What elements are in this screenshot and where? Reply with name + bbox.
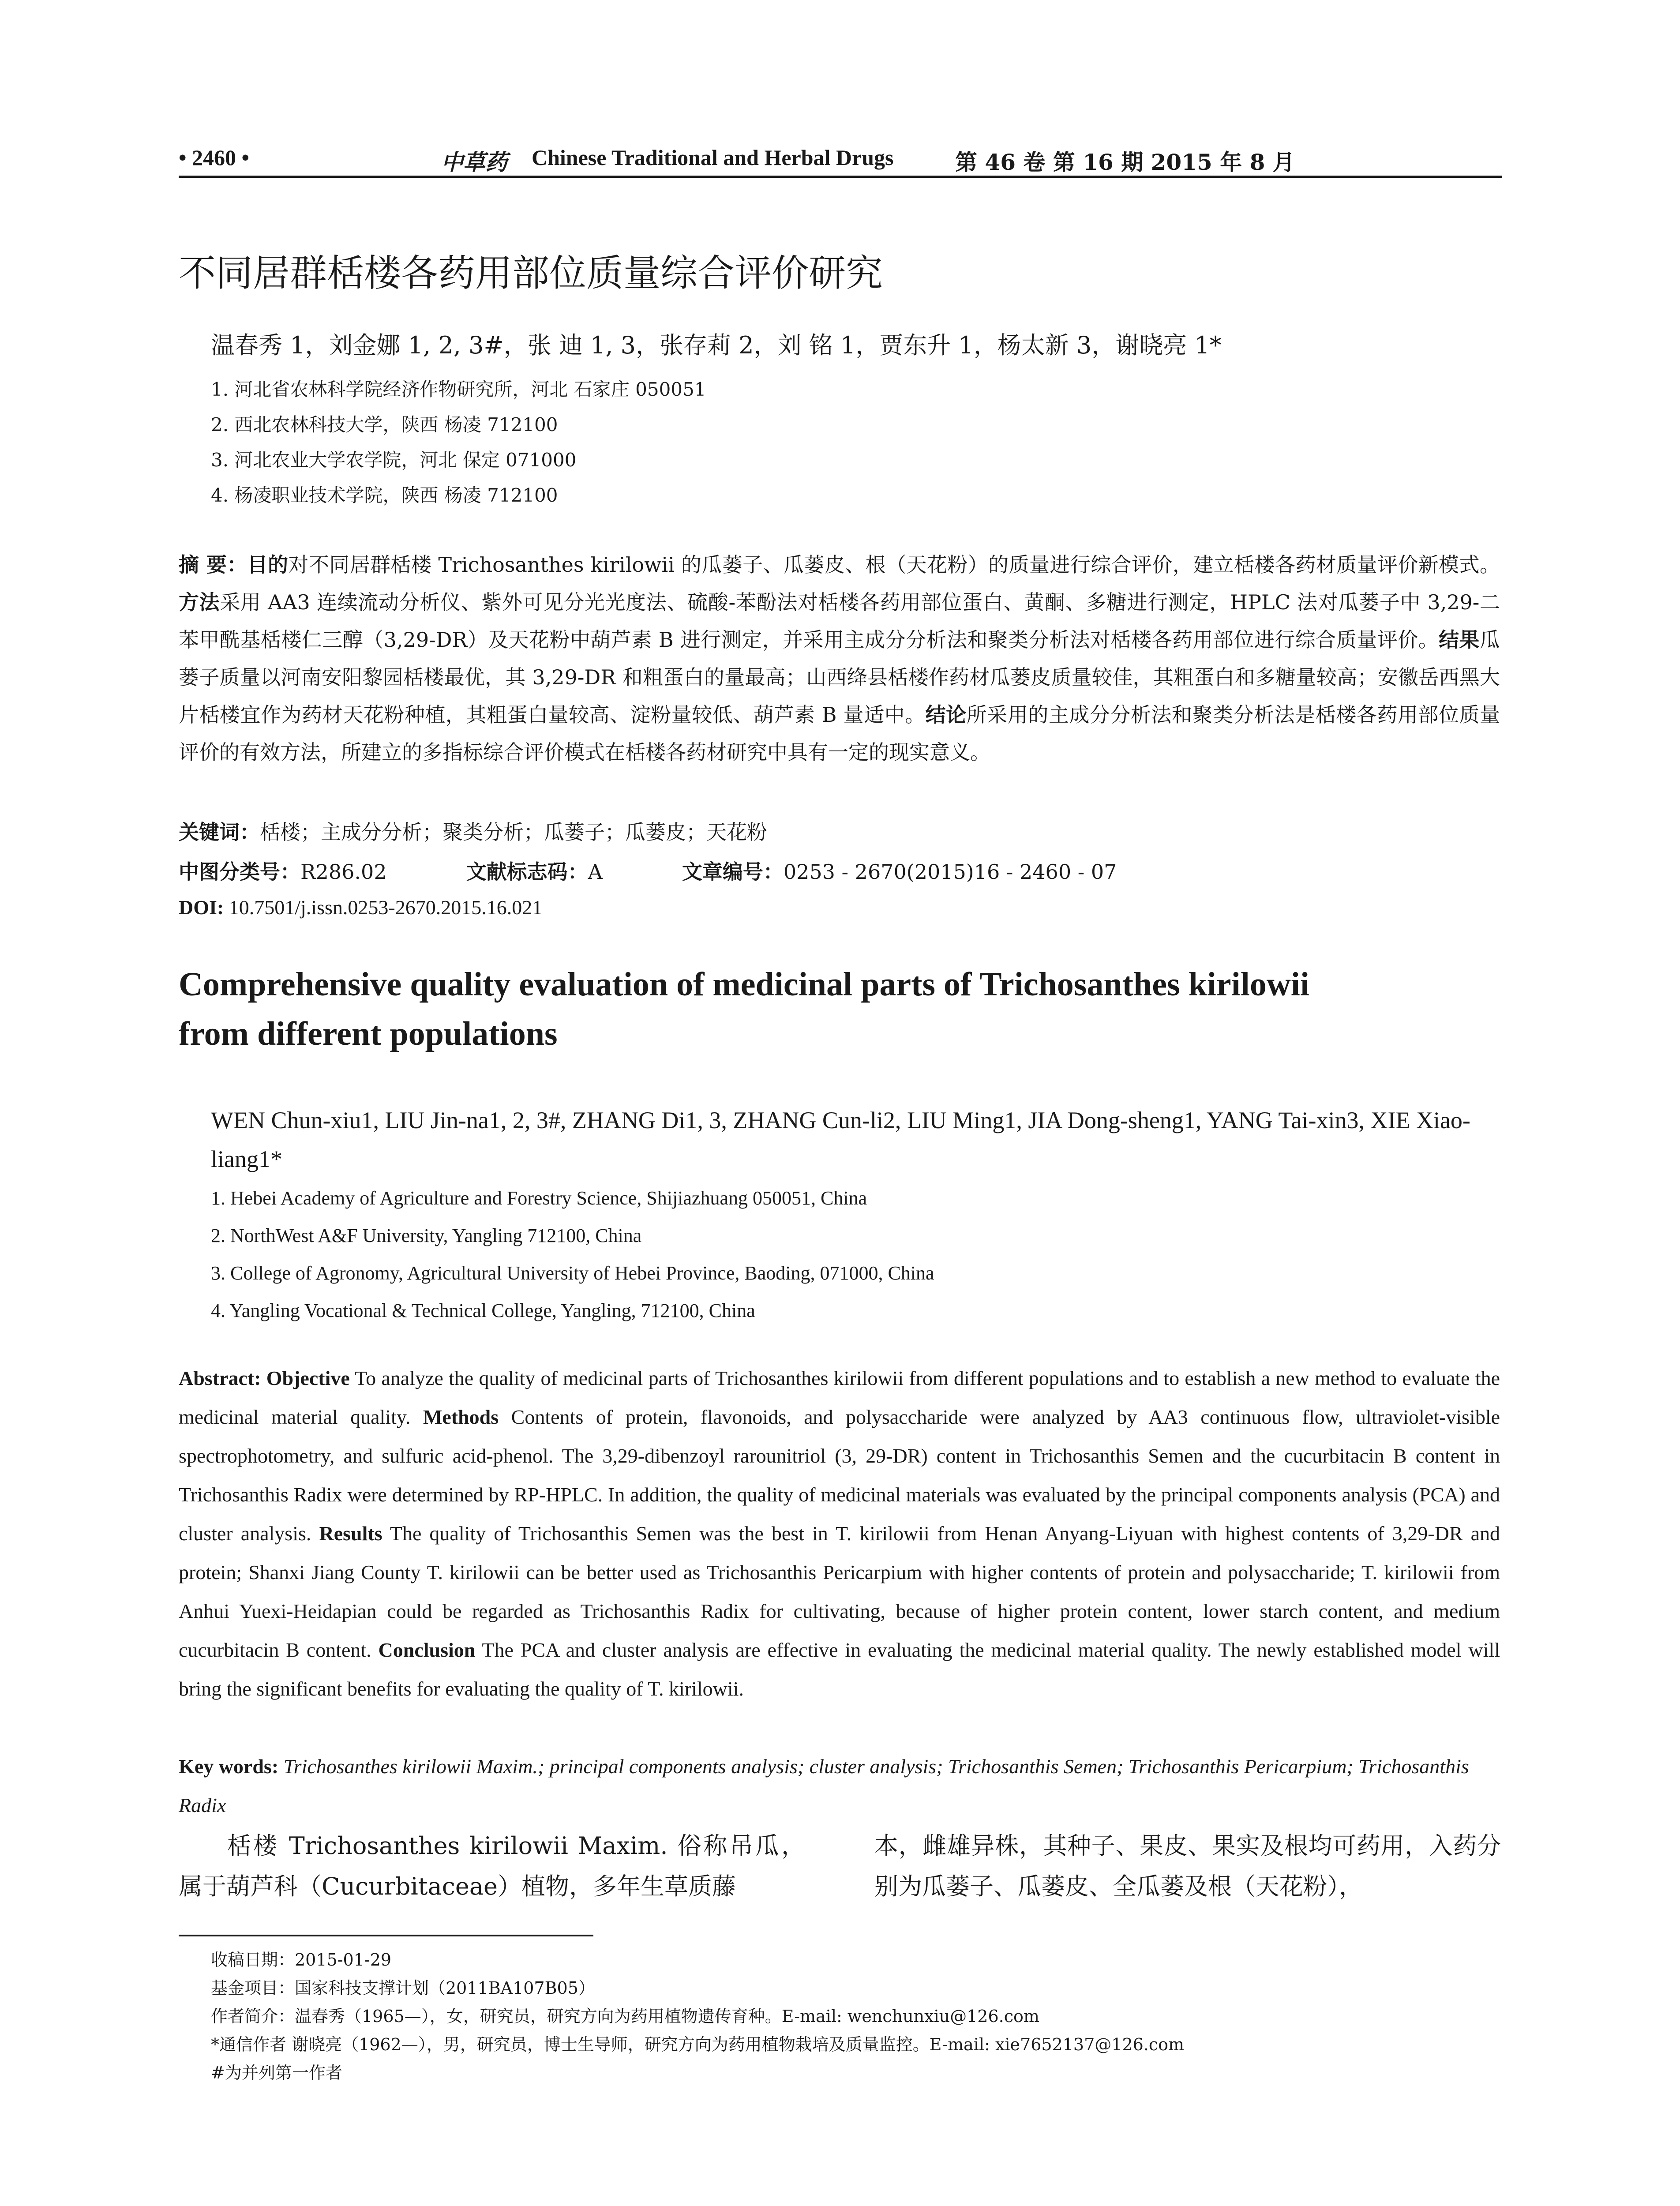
affiliation-cn-1: 1. 河北省农林科学院经济作物研究所，河北 石家庄 050051 [211,379,706,400]
methods-cn-text: 采用 AA3 连续流动分析仪、紫外可见分光光度法、硫酸-苯酚法对栝楼各药用部位蛋白、黄酮、多糖进行测定，HPLC 法对瓜蒌子中 3,29-二苯甲酰基栝楼仁三醇（3,29-DR）及天花粉中葫芦素 B 进行测定，并采用主成分分析法和聚类分析法对栝楼各药用部位进行综合质量评价。 [179,590,1500,652]
issue-info: 第 46 卷 第 16 期 2015 年 8 月 [955,149,1295,175]
conclusion-en-text: The PCA and cluster analysis are effective in evaluating the medicinal material quality. The newly established model will bring the significant benefits for evaluating the quality of T. kirilowii. [179,1639,1500,1700]
keywords-en-label: Key words: [179,1755,279,1778]
methods-en-label: Methods [423,1406,499,1428]
affiliation-en-4: 4. Yangling Vocational & Technical College, Yangling, 712100, China [211,1300,755,1321]
results-cn-label: 结果 [1439,628,1480,652]
footnote-cofirst: #为并列第一作者 [211,2063,342,2082]
keywords-en-text: Trichosanthes kirilowii Maxim.; principal components analysis; cluster analysis; Trichosanthis Semen; Trichosanthis Pericarpium; Trichosanthis Radix [179,1755,1469,1816]
keywords-en [179,1747,1500,1825]
body-left-column: 栝楼 Trichosanthes kirilowii Maxim. 俗称吊瓜，属于葫芦科（Cucurbitaceae）植物，多年生草质藤 [179,1832,805,1900]
affiliation-cn-2: 2. 西北农林科技大学，陕西 杨凌 712100 [211,414,558,435]
abstract-cn [179,546,1500,771]
article-number-value: 0253 - 2670(2015)16 - 2460 - 07 [783,860,1117,884]
affiliation-en-2: 2. NorthWest A&F University, Yangling 712100, China [211,1225,642,1246]
footnote-received: 收稿日期：2015-01-29 [211,1950,392,1970]
results-en-label: Results [319,1522,382,1545]
doi-value: 10.7501/j.issn.0253-2670.2015.16.021 [229,896,543,919]
doc-code-value: A [588,860,603,884]
affiliation-cn-4: 4. 杨凌职业技术学院，陕西 杨凌 712100 [211,484,558,506]
authors-en: WEN Chun-xiu1, LIU Jin-na1, 2, 3#, ZHANG Di1, 3, ZHANG Cun-li2, LIU Ming1, JIA Dong-sheng1, YANG Tai-xin3, XIE Xiao-liang1* [211,1107,1470,1172]
footnotes [211,1946,1504,2087]
keywords-cn-label: 关键词： [179,820,260,844]
conclusion-cn-label: 结论 [925,703,967,727]
abstract-cn-label: 摘 要： [179,553,248,577]
objective-en-text: To analyze the quality of medicinal parts of Trichosanthes kirilowii from different populations and to establish a new method to evaluate the medicinal material quality. [179,1367,1500,1428]
conclusion-en-label: Conclusion [378,1639,476,1661]
doc-code-label: 文献标志码： [466,860,588,884]
doi-label: DOI: [179,896,224,919]
affiliation-cn-3: 3. 河北农业大学农学院，河北 保定 071000 [211,449,577,471]
results-en-text: The quality of Trichosanthis Semen was the best in T. kirilowii from Henan Anyang-Liyuan with highest contents of 3,29-DR and protein; Shanxi Jiang County T. kirilowii can be better used as Trichosanthis Pericarpium with higher contents of protein and polysaccharide; T. kirilowii from Anhui Yuexi-Heidapian could be regarded as Trichosanthis Radix for cultivating, because of higher protein content, lower starch content, and medium cucurbitacin B content. [179,1522,1500,1661]
title-en-line-1: Comprehensive quality evaluation of medicinal parts of Trichosanthes kirilowii [179,966,1309,1003]
abstract-en [179,1359,1500,1708]
objective-en-label: Objective [266,1367,350,1389]
journal-name-cn: 中草药 [441,150,507,175]
conclusion-cn-text: 所采用的主成分分析法和聚类分析法是栝楼各药用部位质量评价的有效方法，所建立的多指标综合评价模式在栝楼各药材研究中具有一定的现实意义。 [179,703,1500,764]
affiliation-en-1: 1. Hebei Academy of Agriculture and Forestry Science, Shijiazhuang 050051, China [211,1187,867,1209]
objective-cn-label: 目的 [247,553,289,577]
running-header [179,140,1498,176]
results-cn-text: 瓜蒌子质量以河南安阳黎园栝楼最优，其 3,29-DR 和粗蛋白的量最高；山西绛县栝楼作药材瓜蒌皮质量较佳，其粗蛋白和多糖量较高；安徽岳西黑大片栝楼宜作为药材天花粉种植，其粗蛋白量较高、淀粉量较低、葫芦素 B 量适中。 [179,628,1500,727]
title-cn: 不同居群栝楼各药用部位质量综合评价研究 [179,251,883,295]
doi-line [179,896,542,919]
footnote-author-bio: 作者简介：温春秀（1965—），女，研究员，研究方向为药用植物遗传育种。E-mail: wenchunxiu@126.com [211,2007,1039,2026]
footnote-corresponding: *通信作者 谢晓亮（1962—），男，研究员，博士生导师，研究方向为药用植物栽培及质量监控。E-mail: xie7652137@126.com [211,2035,1185,2054]
clc-value: R286.02 [300,860,387,884]
footnote-funding: 基金项目：国家科技支撑计划（2011BA107B05） [211,1978,595,1998]
journal-name-en: Chinese Traditional and Herbal Drugs [532,145,894,170]
clc-label: 中图分类号： [179,860,300,884]
keywords-cn [179,816,767,845]
header-rule [179,176,1502,178]
title-en [179,960,1502,1058]
affiliation-en-3: 3. College of Agronomy, Agricultural University of Hebei Province, Baoding, 071000, China [211,1262,934,1284]
footnote-rule [179,1935,593,1936]
title-en-line-2: from different populations [179,1015,558,1052]
keywords-cn-text: 栝楼；主成分分析；聚类分析；瓜蒌子；瓜蒌皮；天花粉 [260,820,767,844]
methods-cn-label: 方法 [179,590,220,614]
classification-line [179,856,1117,885]
methods-en-text: Contents of protein, flavonoids, and polysaccharide were analyzed by AA3 continuous flow, ultraviolet-visible spectrophotometry, and sulfuric acid-phenol. The 3,29-dibenzoyl rarounitriol (3, 29-DR) content in Trichosanthis Semen and the cucurbitacin B content in Trichosanthis Radix were determined by RP-HPLC. In addition, the quality of medicinal materials was evaluated by the principal components analysis (PCA) and cluster analysis. [179,1406,1500,1545]
abstract-en-label: Abstract: [179,1367,261,1389]
authors-cn: 温春秀 1，刘金娜 1, 2, 3#，张 迪 1, 3，张存莉 2，刘 铭 1，贾东升 1，杨太新 3，谢晓亮 1* [211,331,1222,359]
article-number-label: 文章编号： [682,860,784,884]
page-number: • 2460 • [179,145,250,170]
body-right-column: 本，雌雄异株，其种子、果皮、果实及根均可药用，入药分别为瓜蒌子、瓜蒌皮、全瓜蒌及根（天花粉）， [874,1832,1501,1900]
objective-cn-text: 对不同居群栝楼 Trichosanthes kirilowii 的瓜蒌子、瓜蒌皮、根（天花粉）的质量进行综合评价，建立栝楼各药材质量评价新模式。 [288,553,1500,577]
